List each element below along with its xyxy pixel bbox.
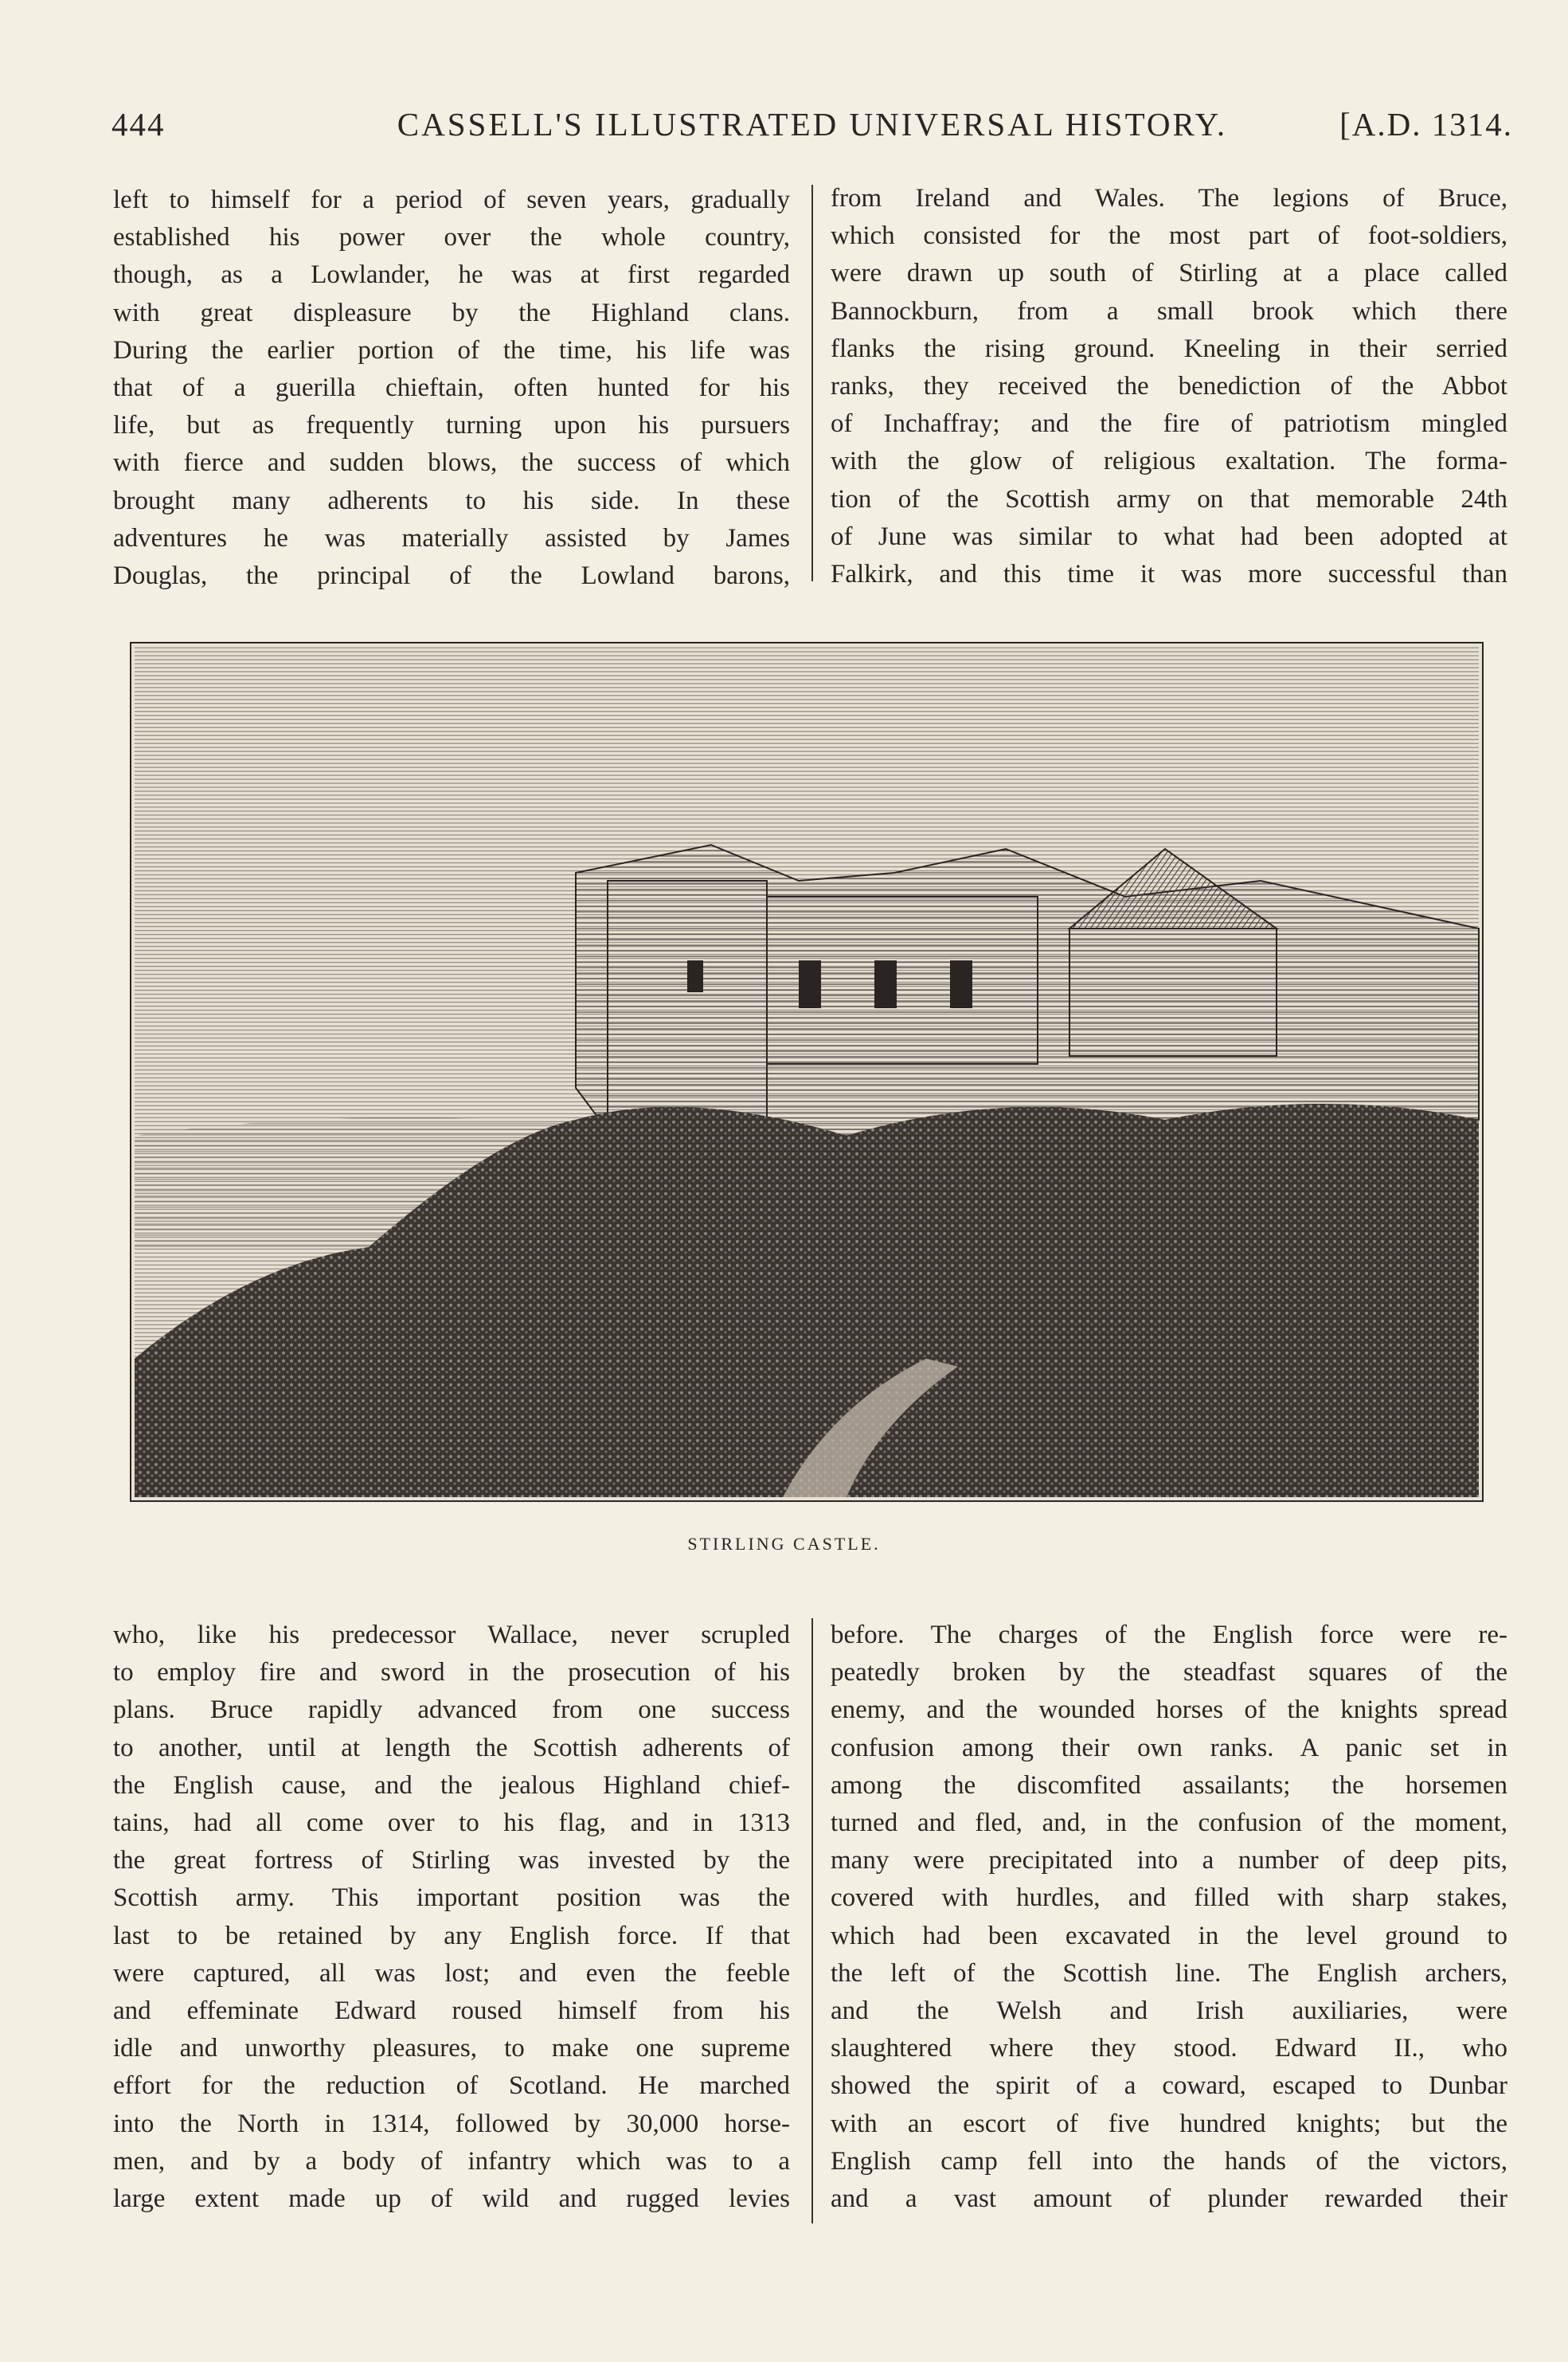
text-line: though, as a Lowlander, he was at first regarded (113, 260, 790, 290)
book-title: CASSELL'S ILLUSTRATED UNIVERSAL HISTORY. (397, 106, 1228, 143)
text-line: of June was similar to what had been adopted at (831, 522, 1507, 551)
text-line: enemy, and the wounded horses of the knights spread (831, 1695, 1507, 1725)
text-line: into the North in 1314, followed by 30,000 horse- (113, 2109, 790, 2138)
text-line: and a vast amount of plunder rewarded their (831, 2184, 1507, 2214)
text-line: that of a guerilla chieftain, often hunted for his (113, 373, 790, 403)
text-line: showed the spirit of a coward, escaped to Dunbar (831, 2071, 1507, 2101)
text-line: effort for the reduction of Scotland. He marched (113, 2071, 790, 2101)
text-line: covered with hurdles, and filled with sharp stakes, (831, 1883, 1507, 1913)
text-line: idle and unworthy pleasures, to make one supreme (113, 2034, 790, 2063)
running-head (111, 100, 1513, 148)
text-line: and the Welsh and Irish auxiliaries, were (831, 1996, 1507, 2026)
text-line: to another, until at length the Scottish adherents of (113, 1733, 790, 1762)
text-line: Scottish army. This important position was the (113, 1883, 790, 1913)
text-line: were captured, all was lost; and even the feeble (113, 1958, 790, 1988)
text-line: and effeminate Edward roused himself from his (113, 1996, 790, 2026)
column-top-left (113, 182, 790, 595)
text-line: of Inchaffray; and the fire of patriotism mingled (831, 409, 1507, 439)
text-line: peatedly broken by the steadfast squares of the (831, 1658, 1507, 1687)
text-line: brought many adherents to his side. In these (113, 486, 790, 515)
stirling-castle-engraving (130, 642, 1484, 1502)
text-line: among the discomfited assailants; the horsemen (831, 1770, 1507, 1800)
text-line: men, and by a body of infantry which was to a (113, 2146, 790, 2176)
text-line: with an escort of five hundred knights; but the (831, 2109, 1507, 2138)
text-line: many were precipitated into a number of deep pits, (831, 1846, 1507, 1875)
text-line: Douglas, the principal of the Lowland barons, (113, 561, 790, 591)
text-line: English camp fell into the hands of the victors, (831, 2146, 1507, 2176)
text-line: to employ fire and sword in the prosecution of his (113, 1658, 790, 1687)
engraving-illustration (130, 642, 1484, 1502)
text-line: ranks, they received the benediction of the Abbot (831, 372, 1507, 401)
text-line: established his power over the whole country, (113, 223, 790, 252)
text-line: plans. Bruce rapidly advanced from one success (113, 1695, 790, 1725)
text-line: life, but as frequently turning upon his pursuers (113, 411, 790, 440)
figure-caption: STIRLING CASTLE. (687, 1534, 881, 1554)
text-line: left to himself for a period of seven years, gradually (113, 186, 790, 214)
column-divider-bottom (811, 1618, 813, 2223)
text-line: the English cause, and the jealous Highland chief- (113, 1770, 790, 1800)
text-line: who, like his predecessor Wallace, never scrupled (113, 1621, 790, 1649)
page-number: 444 (111, 106, 166, 143)
text-line: Falkirk, and this time it was more successful than (831, 560, 1507, 589)
text-line: the left of the Scottish line. The English archers, (831, 1958, 1507, 1988)
text-line: which consisted for the most part of foot-soldiers, (831, 221, 1507, 251)
text-line: last to be retained by any English force. If that (113, 1921, 790, 1950)
text-line: flanks the rising ground. Kneeling in their serried (831, 334, 1507, 363)
text-line: before. The charges of the English force were re- (831, 1621, 1507, 1649)
text-line: the great fortress of Stirling was invested by the (113, 1846, 790, 1875)
text-line: large extent made up of wild and rugged levies (113, 2184, 790, 2214)
text-line: tion of the Scottish army on that memorable 24th (831, 484, 1507, 514)
text-line: with great displeasure by the Highland clans. (113, 298, 790, 327)
text-line: which had been excavated in the level ground to (831, 1921, 1507, 1950)
column-top-right (831, 180, 1507, 593)
column-bottom-right (831, 1617, 1507, 2218)
text-line: with fierce and sudden blows, the success of which (113, 448, 790, 478)
text-line: with the glow of religious exaltation. The forma- (831, 447, 1507, 476)
text-line: were drawn up south of Stirling at a place called (831, 259, 1507, 288)
text-line: slaughtered where they stood. Edward II., who (831, 2034, 1507, 2063)
text-line: turned and fled, and, in the confusion of the moment, (831, 1809, 1507, 1838)
text-line: from Ireland and Wales. The legions of Bruce, (831, 184, 1507, 213)
date-heading: [A.D. 1314. (1339, 106, 1513, 143)
text-line: tains, had all come over to his flag, and in 1313 (113, 1809, 790, 1838)
text-line: During the earlier portion of the time, his life was (113, 335, 790, 365)
text-line: confusion among their own ranks. A panic set in (831, 1733, 1507, 1762)
column-bottom-left (113, 1617, 790, 2218)
text-line: Bannockburn, from a small brook which there (831, 296, 1507, 326)
column-divider-top (811, 185, 813, 581)
text-line: adventures he was materially assisted by James (113, 523, 790, 553)
